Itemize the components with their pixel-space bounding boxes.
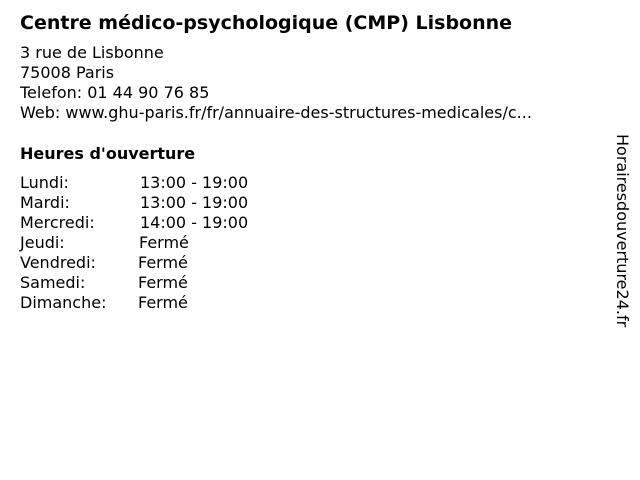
time-value: 14:00 - 19:00 [140, 213, 249, 232]
page-title: Centre médico-psychologique (CMP) Lisbonne [20, 12, 513, 34]
time-value: 13:00 - 19:00 [140, 173, 249, 192]
street-address: 3 rue de Lisbonne [20, 43, 164, 62]
day-label: Vendredi: [20, 253, 96, 272]
day-label: Samedi: [20, 273, 86, 292]
web-line [20, 103, 532, 123]
time-value: Fermé [138, 293, 188, 312]
time-value: Fermé [138, 253, 188, 272]
web-label: Web: [20, 103, 61, 122]
phone-label: Telefon: [20, 83, 83, 102]
hours-row-samedi [20, 273, 320, 293]
opening-hours-list [20, 173, 320, 313]
hours-row-mercredi [20, 213, 320, 233]
time-value: 13:00 - 19:00 [140, 193, 249, 212]
opening-hours-heading: Heures d'ouverture [20, 144, 196, 163]
website-link[interactable]: www.ghu-paris.fr/fr/annuaire-des-structures-medicales/c... [65, 103, 532, 122]
hours-row-vendredi [20, 253, 320, 273]
hours-row-lundi [20, 173, 320, 193]
site-watermark: Horairesdouverture24.fr [613, 134, 632, 328]
address-block [20, 43, 532, 123]
hours-row-mardi [20, 193, 320, 213]
hours-row-dimanche [20, 293, 320, 313]
day-label: Mardi: [20, 193, 70, 212]
hours-row-jeudi [20, 233, 320, 253]
day-label: Dimanche: [20, 293, 107, 312]
day-label: Jeudi: [20, 233, 65, 252]
time-value: Fermé [139, 233, 189, 252]
day-label: Lundi: [20, 173, 69, 192]
day-label: Mercredi: [20, 213, 95, 232]
city-postcode: 75008 Paris [20, 63, 115, 82]
phone-line [20, 83, 532, 103]
time-value: Fermé [138, 273, 188, 292]
phone-number[interactable]: 01 44 90 76 85 [87, 83, 210, 102]
